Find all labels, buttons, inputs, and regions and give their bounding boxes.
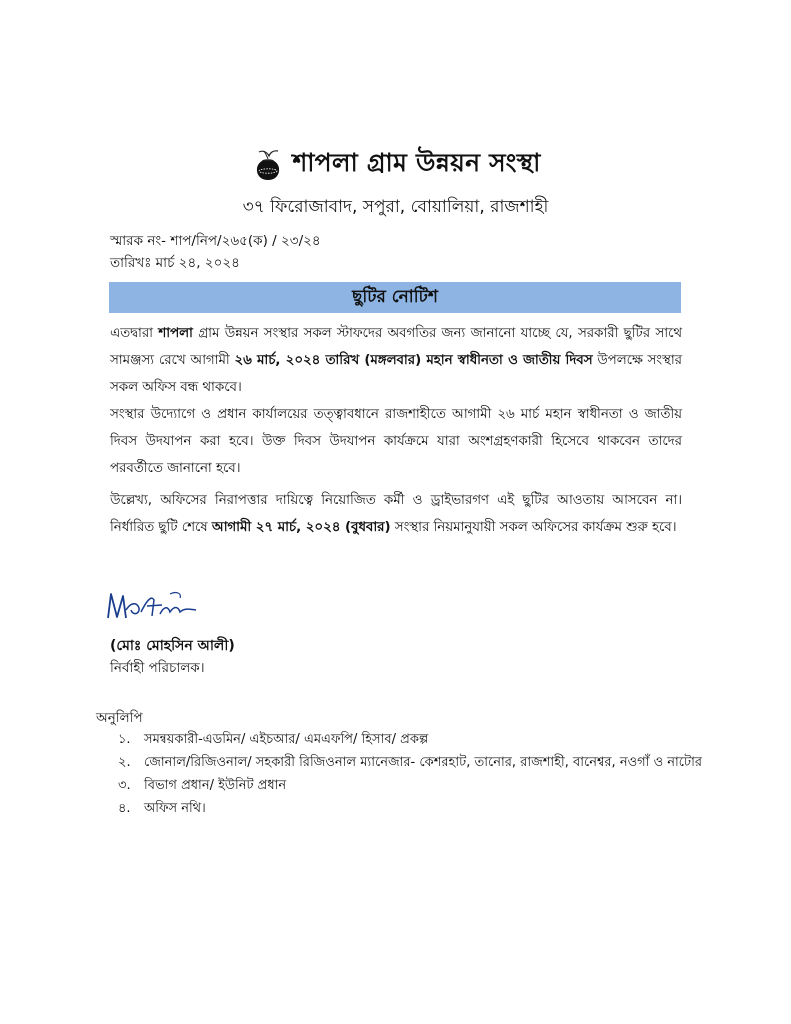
paragraph-1 xyxy=(110,320,682,401)
p1-text-1: এতদ্বারা xyxy=(110,326,159,341)
reference-number: স্মারক নং- শাপ/নিপ/২৬৫(ক) / ২৩/২৪ xyxy=(110,233,321,249)
cc-item-text: সমন্বয়কারী-এডমিন/ এইচআর/ এমএফপি/ হিসাব/ প্রকল্প xyxy=(144,732,429,747)
cc-item-text: জোনাল/রিজিওনাল/ সহকারী রিজিওনাল ম্যানেজার- কেশরহাট, তানোর, রাজশাহী, বানেশ্বর, নওগাঁ ও নাটোর xyxy=(144,755,703,770)
cc-item-number: ২. xyxy=(118,755,131,770)
p1-text-3: উপলক্ষে সংস্থার সকল অফিস বন্ধ থাকবে। xyxy=(110,353,682,395)
p3-resume-date-bold: আগামী ২৭ মার্চ, ২০২৪ (বুধবার) xyxy=(211,520,391,535)
signatory-title: নির্বাহী পরিচালক। xyxy=(110,660,205,676)
cc-title: অনুলিপি xyxy=(96,710,143,726)
cc-list xyxy=(118,729,702,821)
cc-item xyxy=(118,752,702,775)
cc-item-text: অফিস নথি। xyxy=(144,801,206,816)
pot-with-flower-icon xyxy=(250,147,286,183)
cc-item-number: ৪. xyxy=(118,801,131,816)
p1-holiday-bold: ২৬ মার্চ, ২০২৪ তারিখ (মঙ্গলবার) মহান স্বাধীনতা ও জাতীয় দিবস xyxy=(234,353,593,368)
org-name: শাপলা গ্রাম উন্নয়ন সংস্থা xyxy=(292,148,541,177)
cc-item xyxy=(118,775,702,798)
cc-item xyxy=(118,798,702,821)
signatory-name: (মোঃ মোহসিন আলী) xyxy=(110,638,235,654)
notice-date: তারিখঃ মার্চ ২৪, ২০২৪ xyxy=(110,255,240,271)
p1-org-bold: শাপলা xyxy=(158,326,193,341)
paragraph-2: সংস্থার উদ্যোগে ও প্রধান কার্যালয়ের তত্ত্বাবধানে রাজশাহীতে আগামী ২৬ মার্চ মহান স্বাধীনতা ও জাতীয় দিবস উদযাপন করা হবে। উক্ত দিবস উদযাপন কার্যক্রমে যারা অংশগ্রহণকারী হিসেবে থাকবেন তাদের পরবর্তীতে জানানো হবে। xyxy=(110,407,682,476)
cc-item-text: বিভাগ প্রধান/ ইউনিট প্রধান xyxy=(144,778,287,793)
handwritten-signature xyxy=(104,588,204,626)
cc-item-number: ৩. xyxy=(118,778,131,793)
letterhead xyxy=(0,143,791,222)
paragraph-3 xyxy=(110,487,682,541)
notice-title: ছুটির নোটিশ xyxy=(352,286,438,307)
cc-item xyxy=(118,729,702,752)
notice-title-bar xyxy=(109,282,681,313)
cc-item-number: ১. xyxy=(118,732,131,747)
org-address: ৩৭ ফিরোজাবাদ, সপুরা, বোয়ালিয়া, রাজশাহী xyxy=(242,197,549,217)
p3-text-2: সংস্থার নিয়মানুযায়ী সকল অফিসের কার্যক্রম শুরু হবে। xyxy=(390,520,677,535)
org-title-row xyxy=(0,143,791,186)
p3-text-1: উল্লেখ্য, অফিসের নিরাপত্তার দায়িত্বে নিয়োজিত কর্মী ও ড্রাইভারগণ এই ছুটির আওতায় আসবেন না। নির্ধারিত ছুটি শেষে xyxy=(110,493,682,535)
p1-text-2: গ্রাম উন্নয়ন সংস্থার সকল স্টাফদের অবগতির জন্য জানানো যাচ্ছে যে, সরকারী ছুটির সাথে সামঞ্জস্য রেখে আগামী xyxy=(110,326,683,368)
